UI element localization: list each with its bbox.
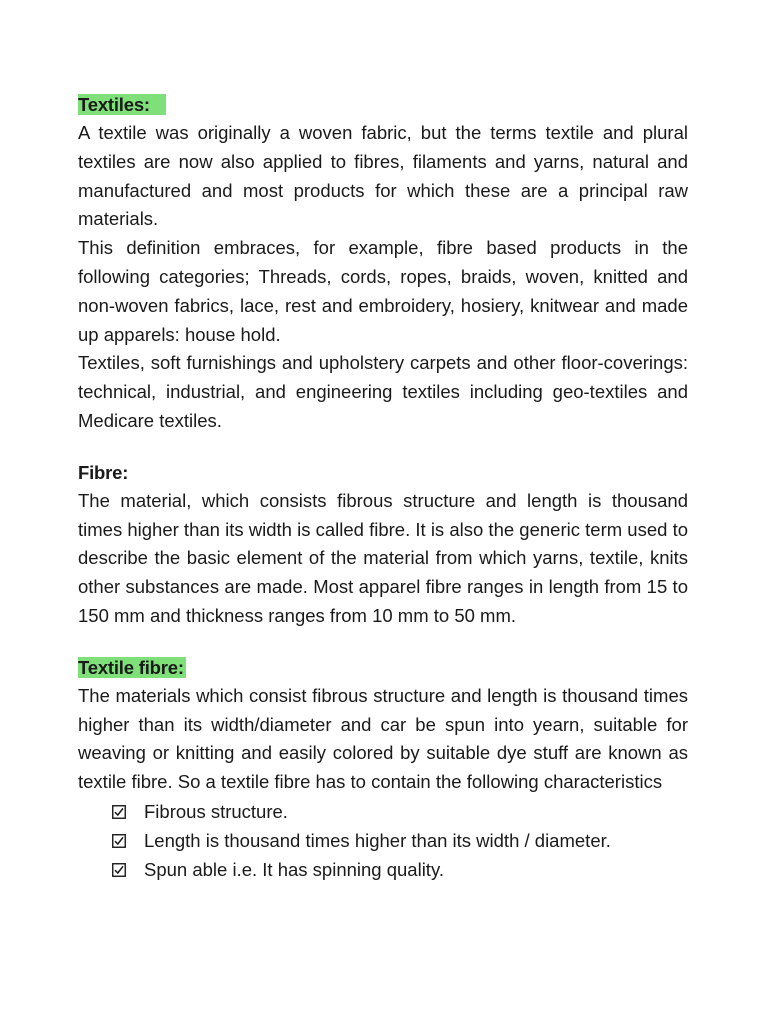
checked-box-icon <box>112 805 126 819</box>
list-item <box>112 855 688 884</box>
heading-textiles <box>78 90 688 119</box>
heading-textiles-text: Textiles: <box>78 94 166 115</box>
textile-fibre-paragraph: The materials which consist fibrous structure and length is thousand times higher than its width/diameter and car be spun into yearn, suitable for weaving or knitting and easily colored by suitable dye stuff are known as textile fibre. So a textile fibre has to contain the following characteristics <box>78 684 688 793</box>
checked-box-icon <box>112 834 126 848</box>
heading-fibre-text: Fibre: <box>78 461 129 483</box>
heading-textile-fibre-text: Textile fibre: <box>78 656 184 678</box>
heading-fibre <box>78 458 688 487</box>
section-spacer <box>78 631 688 653</box>
list-item-text: Spun able i.e. It has spinning quality. <box>144 859 444 881</box>
heading-textile-fibre <box>78 653 688 682</box>
textiles-paragraph-1: A textile was originally a woven fabric, but the terms textile and plural textiles are now also applied to fibres, filaments and yarns, natural and manufactured and most products for which these are a principal raw materials. <box>78 122 688 230</box>
list-item <box>112 826 688 855</box>
list-item-text: Fibrous structure. <box>144 800 288 822</box>
checked-box-icon <box>112 863 126 877</box>
list-item-text: Length is thousand times higher than its width / diameter. <box>144 830 611 852</box>
document-page <box>78 90 688 885</box>
list-item <box>112 797 688 826</box>
textiles-paragraph-2: This definition embraces, for example, fibre based products in the following categories; Threads, cords, ropes, braids, woven, knitted and non-woven fabrics, lace, rest and embroidery, hosiery, knitwear and made up apparels: house hold. <box>78 237 688 345</box>
fibre-paragraph: The material, which consists fibrous structure and length is thousand times higher than its width is called fibre. It is also the generic term used to describe the basic element of the material from which yarns, textile, knits other substances are made. Most apparel fibre ranges in length from 15 to 150 mm and thickness ranges from 10 mm to 50 mm. <box>78 489 688 626</box>
characteristics-list <box>78 797 688 885</box>
textiles-paragraph-3: Textiles, soft furnishings and upholstery carpets and other floor-coverings: technical, industrial, and engineering textiles including geo-textiles and Medicare textiles. <box>78 352 688 431</box>
section-spacer <box>78 436 688 458</box>
